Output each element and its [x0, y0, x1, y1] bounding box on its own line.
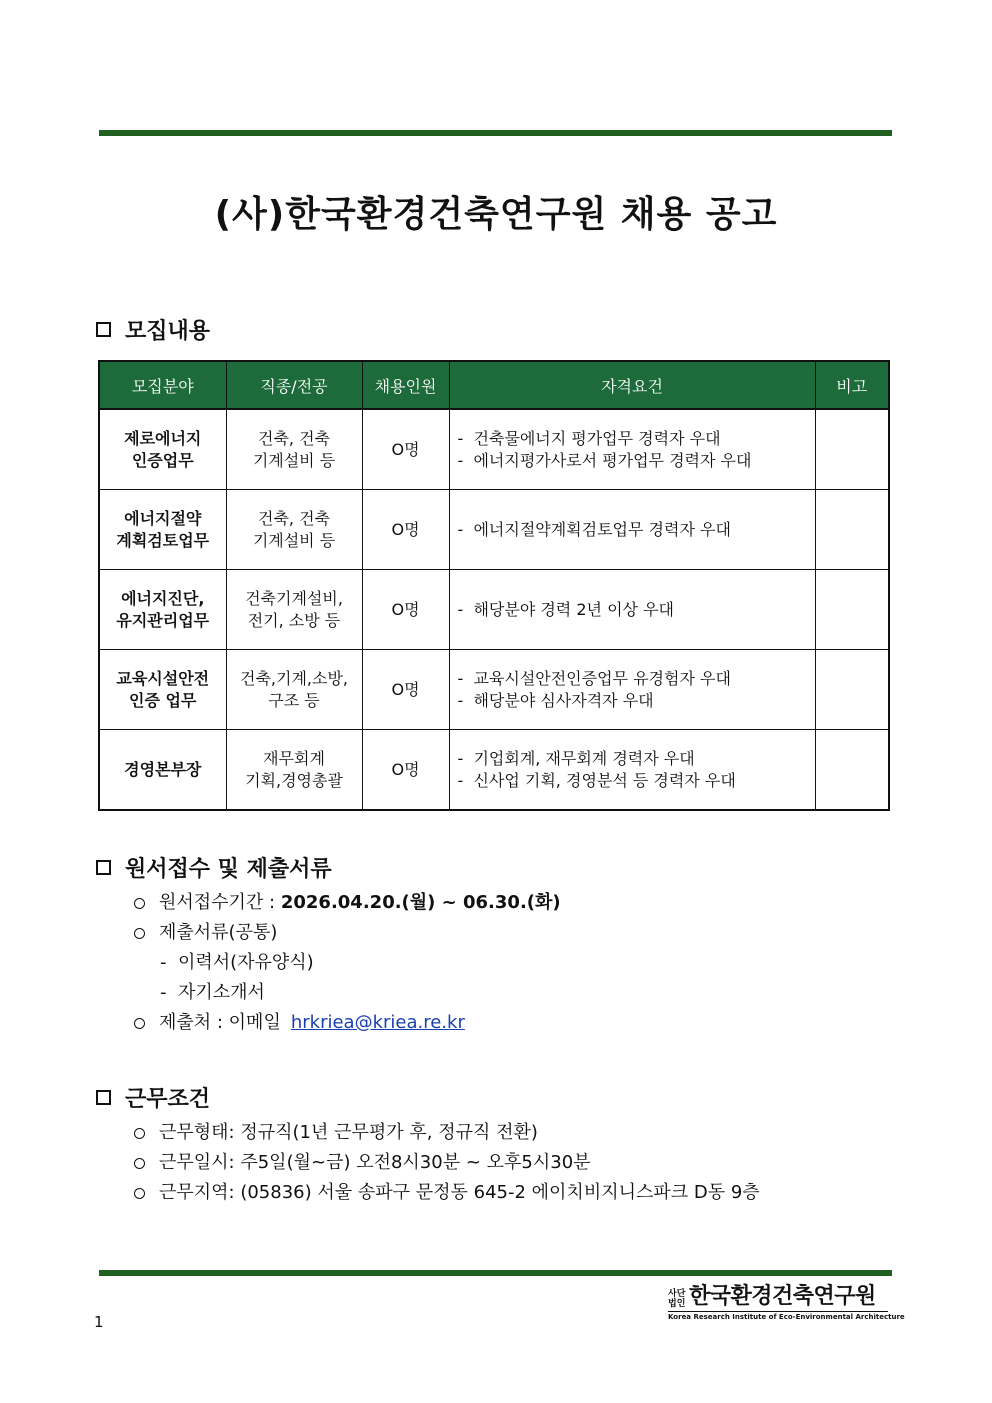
field-line: 유지관리업무 — [116, 610, 210, 630]
major-line: 전기, 소방 등 — [247, 610, 341, 630]
field-line: 경영본부장 — [124, 759, 202, 779]
note-cell — [815, 409, 889, 490]
field-cell — [99, 409, 226, 490]
header-cell: 비고 — [815, 361, 889, 409]
condition-text: 근무일시: 주5일(월~금) 오전8시30분 ~ 오후5시30분 — [159, 1152, 591, 1173]
doc-item: - 이력서(자유양식) — [160, 952, 314, 973]
field-line: 에너지절약 — [124, 508, 202, 528]
doc-item: - 자기소개서 — [160, 982, 265, 1003]
major-cell — [226, 650, 362, 730]
field-line: 계획검토업무 — [116, 530, 210, 550]
major-line: 재무회계 — [263, 748, 325, 768]
requirements-cell — [449, 490, 815, 570]
count-cell: O명 — [362, 490, 449, 570]
major-line: 기계설비 등 — [252, 450, 336, 470]
top-rule — [99, 130, 892, 136]
logo-small-text: 사단법인 — [668, 1289, 686, 1309]
field-cell — [99, 570, 226, 650]
list-item — [134, 1148, 760, 1178]
note-cell — [815, 570, 889, 650]
major-cell — [226, 730, 362, 811]
circle-bullet-icon — [134, 898, 145, 909]
section-recruitment-heading — [96, 314, 210, 345]
count-cell: O명 — [362, 730, 449, 811]
requirements-cell — [449, 650, 815, 730]
recruitment-table — [98, 360, 890, 811]
major-line: 구조 등 — [268, 690, 320, 710]
header-cell: 직종/전공 — [226, 361, 362, 409]
field-line: 교육시설안전 — [116, 668, 210, 688]
table-row — [99, 570, 889, 650]
list-item — [134, 1178, 760, 1208]
major-line: 기획,경영총괄 — [245, 770, 343, 790]
table-row — [99, 650, 889, 730]
docs-label: 제출서류(공통) — [159, 922, 278, 943]
header-cell: 채용인원 — [362, 361, 449, 409]
organization-logo — [668, 1284, 905, 1321]
requirement-line: - 해당분야 심사자격자 우대 — [457, 690, 654, 710]
field-cell — [99, 730, 226, 811]
major-line: 건축기계설비, — [245, 588, 343, 608]
requirement-line: - 에너지평가사로서 평가업무 경력자 우대 — [457, 450, 752, 470]
list-item — [134, 978, 561, 1008]
requirement-line: - 에너지절약계획검토업무 경력자 우대 — [457, 519, 731, 539]
circle-bullet-icon — [134, 1128, 145, 1139]
header-cell: 모집분야 — [99, 361, 226, 409]
requirements-cell — [449, 570, 815, 650]
field-line: 에너지진단, — [121, 588, 205, 608]
major-line: 건축,기계,소방, — [240, 668, 348, 688]
field-line: 제로에너지 — [124, 428, 202, 448]
note-cell — [815, 650, 889, 730]
application-list — [134, 888, 561, 1038]
major-line: 기계설비 등 — [252, 530, 336, 550]
major-line: 건축, 건축 — [258, 508, 330, 528]
submit-label: 제출처 : 이메일 — [159, 1012, 281, 1033]
list-item — [134, 948, 561, 978]
email-link[interactable]: hrkriea@kriea.re.kr — [290, 1012, 465, 1033]
list-item — [134, 918, 561, 948]
requirements-cell — [449, 730, 815, 811]
list-item — [134, 1008, 561, 1038]
count-cell: O명 — [362, 650, 449, 730]
circle-bullet-icon — [134, 1188, 145, 1199]
list-item — [134, 888, 561, 918]
table-row — [99, 730, 889, 811]
requirement-line: - 건축물에너지 평가업무 경력자 우대 — [457, 428, 721, 448]
field-line: 인증 업무 — [129, 690, 197, 710]
note-cell — [815, 490, 889, 570]
table-row — [99, 490, 889, 570]
period-label: 원서접수기간 : — [159, 892, 281, 913]
bottom-rule — [99, 1270, 892, 1276]
square-bullet-icon — [96, 1090, 111, 1105]
requirement-line: - 신사업 기획, 경영분석 등 경력자 우대 — [457, 770, 736, 790]
section-title: 모집내용 — [125, 319, 211, 344]
page-number: 1 — [94, 1313, 104, 1331]
table-header-row — [99, 361, 889, 409]
requirement-line: - 해당분야 경력 2년 이상 우대 — [457, 599, 674, 619]
note-cell — [815, 730, 889, 811]
major-line: 건축, 건축 — [258, 428, 330, 448]
circle-bullet-icon — [134, 1018, 145, 1029]
page-title: (사)한국환경건축연구원 채용 공고 — [214, 194, 778, 235]
major-cell — [226, 570, 362, 650]
header-cell: 자격요건 — [449, 361, 815, 409]
major-cell — [226, 409, 362, 490]
section-title: 근무조건 — [125, 1087, 211, 1112]
field-cell — [99, 490, 226, 570]
logo-name: 한국환경건축연구원 — [689, 1284, 876, 1309]
logo-english: Korea Research Institute of Eco-Environmental Architecture — [668, 1313, 905, 1321]
section-title: 원서접수 및 제출서류 — [125, 857, 332, 882]
requirement-line: - 교육시설안전인증업무 유경험자 우대 — [457, 668, 731, 688]
section-application-heading — [96, 852, 332, 883]
square-bullet-icon — [96, 322, 111, 337]
period-value: 2026.04.20.(월) ~ 06.30.(화) — [280, 892, 561, 913]
requirements-cell — [449, 409, 815, 490]
count-cell: O명 — [362, 570, 449, 650]
major-cell — [226, 490, 362, 570]
requirement-line: - 기업회계, 재무회계 경력자 우대 — [457, 748, 695, 768]
count-cell: O명 — [362, 409, 449, 490]
section-conditions-heading — [96, 1082, 210, 1113]
conditions-list — [134, 1118, 760, 1208]
list-item — [134, 1118, 760, 1148]
field-cell — [99, 650, 226, 730]
condition-text: 근무형태: 정규직(1년 근무평가 후, 정규직 전환) — [159, 1122, 538, 1143]
condition-text: 근무지역: (05836) 서울 송파구 문정동 645-2 에이치비지니스파크 D동 9층 — [159, 1182, 760, 1203]
field-line: 인증업무 — [131, 450, 194, 470]
circle-bullet-icon — [134, 1158, 145, 1169]
circle-bullet-icon — [134, 928, 145, 939]
square-bullet-icon — [96, 860, 111, 875]
table-row — [99, 409, 889, 490]
